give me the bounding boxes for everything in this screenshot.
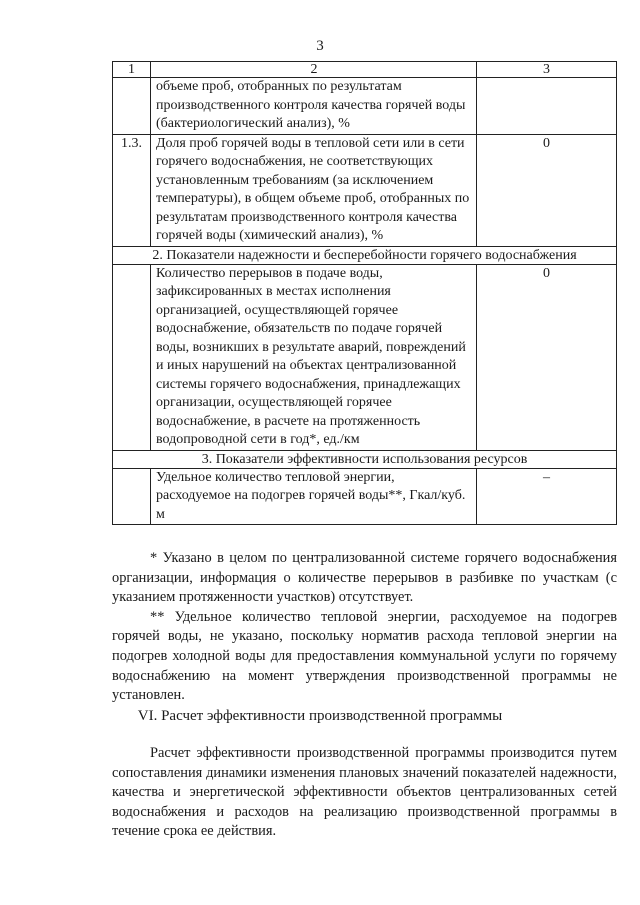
- row-value: –: [477, 468, 617, 525]
- table-row: [113, 468, 617, 525]
- header-cell-3: 3: [477, 62, 617, 78]
- footnote-1: * Указано в целом по централизованной системе горячего водоснабжения организации, информация о количестве перерывов в разбивке по участкам (с указанием протяженности участков) отсутствует.: [112, 550, 617, 606]
- table-header-row: [113, 62, 617, 78]
- section-row: [113, 450, 617, 468]
- row-number: 1.3.: [113, 134, 151, 246]
- row-text: Удельное количество тепловой энергии, расходуемое на подогрев горячей воды**, Гкал/куб. м: [151, 468, 477, 525]
- row-text: Доля проб горячей воды в тепловой сети или в сети горячего водоснабжения, не соответствующих установленным требованиям (за исключением температуры), в общем объеме проб, отобранных по результатам производственного контроля качества горячей воды (химический анализ), %: [151, 134, 477, 246]
- section-title: 3. Показатели эффективности использования ресурсов: [113, 450, 617, 468]
- page-number: 3: [316, 38, 324, 54]
- section-heading: VI. Расчет эффективности производственной программы: [137, 708, 503, 724]
- table-row: [113, 134, 617, 246]
- footnote-2: ** Удельное количество тепловой энергии, расходуемое на подогрев горячей воды, не указано, поскольку норматив расхода тепловой энергии на подогрев холодной воды для предоставления коммунальной услуги по горячему водоснабжению на момент утверждения производственной программы не установлен.: [112, 608, 617, 704]
- footnotes: [112, 549, 617, 706]
- indicators-table: [112, 61, 617, 525]
- body-text: [112, 744, 617, 842]
- row-value: 0: [477, 134, 617, 246]
- row-text: объеме проб, отобранных по результатам производственного контроля качества горячей воды (бактериологический анализ), %: [151, 78, 477, 135]
- row-value: [477, 78, 617, 135]
- row-text: Количество перерывов в подаче воды, зафиксированных в местах исполнения организацией, осуществляющей горячее водоснабжение, обязательств по подаче горячей воды, возникших в результате аварий, повреждений и иных нарушений на объектах централизованной системы горячего водоснабжения, принадлежащих организации, осуществляющей горячее водоснабжение, в расчете на протяженность водопроводной сети в год*, ед./км: [151, 264, 477, 450]
- section-row: [113, 246, 617, 264]
- row-number: [113, 78, 151, 135]
- table-row: [113, 78, 617, 135]
- row-number: [113, 264, 151, 450]
- row-number: [113, 468, 151, 525]
- paragraph: Расчет эффективности производственной программы производится путем сопоставления динамики изменения плановых значений показателей надежности, качества и энергетической эффективности объектов централизованных сетей водоснабжения и расходов на реализацию производственной программы в течение срока ее действия.: [112, 745, 617, 840]
- header-cell-1: 1: [113, 62, 151, 78]
- section-title: 2. Показатели надежности и бесперебойности горячего водоснабжения: [113, 246, 617, 264]
- row-value: 0: [477, 264, 617, 450]
- table-row: [113, 264, 617, 450]
- header-cell-2: 2: [151, 62, 477, 78]
